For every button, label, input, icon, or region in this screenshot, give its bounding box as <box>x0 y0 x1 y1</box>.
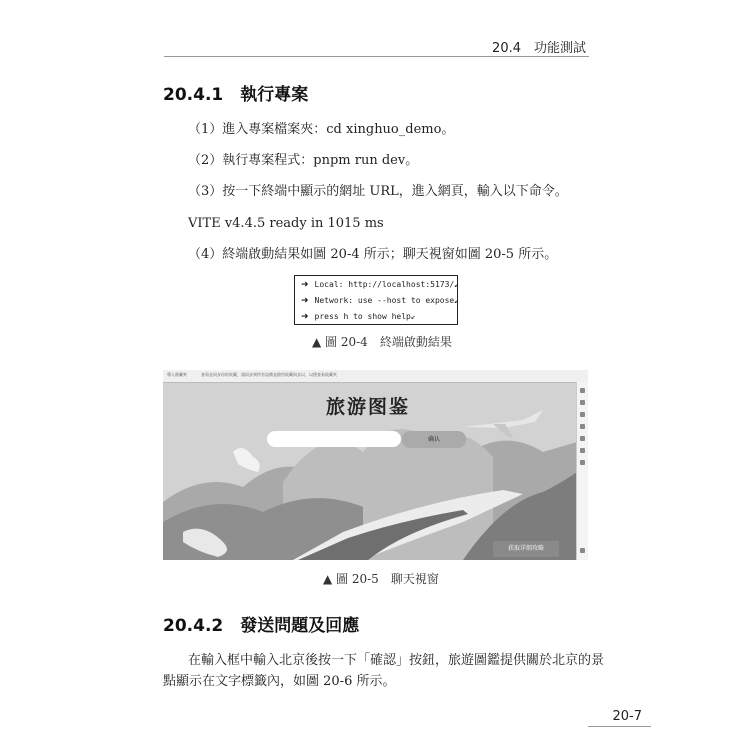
browser-top-bar <box>163 370 588 383</box>
chat-window-screenshot <box>163 370 588 560</box>
running-header: 20.4 功能測試 <box>492 41 586 56</box>
step-1: （1）進入專案檔案夾：cd xinghuo_demo。 <box>188 122 455 137</box>
figure-20-5-caption: ▲ 圖 20-5 聊天視窗 <box>323 572 439 586</box>
page-number: 20-7 <box>612 709 642 724</box>
arrow-right-icon: ➜ <box>301 296 309 306</box>
figure-20-4-caption: ▲ 圖 20-4 終端啟動結果 <box>312 335 452 349</box>
footer-rule <box>588 726 651 727</box>
bookmark-notice: 查看並同步你的收藏，請同步到所有設備並啟用收藏同步以，以便查看收藏夾 <box>201 372 337 377</box>
step-4: （4）終端啟動結果如圖 20-4 所示；聊天視窗如圖 20-5 所示。 <box>188 247 558 262</box>
arrow-right-icon: ➜ <box>301 312 309 322</box>
paragraph-line-2: 點顯示在文字標籤內，如圖 20-6 所示。 <box>163 674 396 689</box>
terminal-figure <box>294 275 458 325</box>
step-2: （2）執行專案程式：pnpm run dev。 <box>188 153 419 168</box>
sidebar-tool-icon[interactable] <box>580 460 585 465</box>
section-heading-20-4-1: 20.4.1 執行專案 <box>163 85 309 105</box>
vite-output: VITE v4.4.5 ready in 1015 ms <box>188 216 384 231</box>
header-rule <box>164 56 589 57</box>
app-title: 旅游图鉴 <box>326 396 411 418</box>
city-input[interactable] <box>267 431 401 447</box>
terminal-line-help: ➜ press h to show help↙ <box>301 312 416 322</box>
sidebar-tool-icon[interactable] <box>580 412 585 417</box>
browser-sidebar <box>576 382 588 560</box>
confirm-button[interactable]: 确认 <box>402 431 466 448</box>
section-heading-20-4-2: 20.4.2 發送問題及回應 <box>163 616 360 636</box>
sidebar-tool-icon[interactable] <box>580 400 585 405</box>
bookmark-tab[interactable]: 導入收藏夾 <box>167 372 187 377</box>
sidebar-tool-icon[interactable] <box>580 448 585 453</box>
sidebar-tool-icon[interactable] <box>580 388 585 393</box>
settings-icon[interactable] <box>580 548 585 553</box>
get-detail-button[interactable]: 获取详细攻略 <box>493 541 559 557</box>
arrow-right-icon: ➜ <box>301 280 309 290</box>
terminal-line-network: ➜ Network: use --host to expose↙ <box>301 296 460 306</box>
paragraph-line-1: 在輸入框中輸入北京後按一下「確認」按鈕，旅遊圖鑑提供關於北京的景 <box>188 653 605 668</box>
step-3: （3）按一下終端中顯示的網址 URL，進入網頁，輸入以下命令。 <box>188 184 568 199</box>
sidebar-tool-icon[interactable] <box>580 424 585 429</box>
terminal-line-local: ➜ Local: http://localhost:5173/↙ <box>301 280 460 290</box>
sidebar-tool-icon[interactable] <box>580 436 585 441</box>
